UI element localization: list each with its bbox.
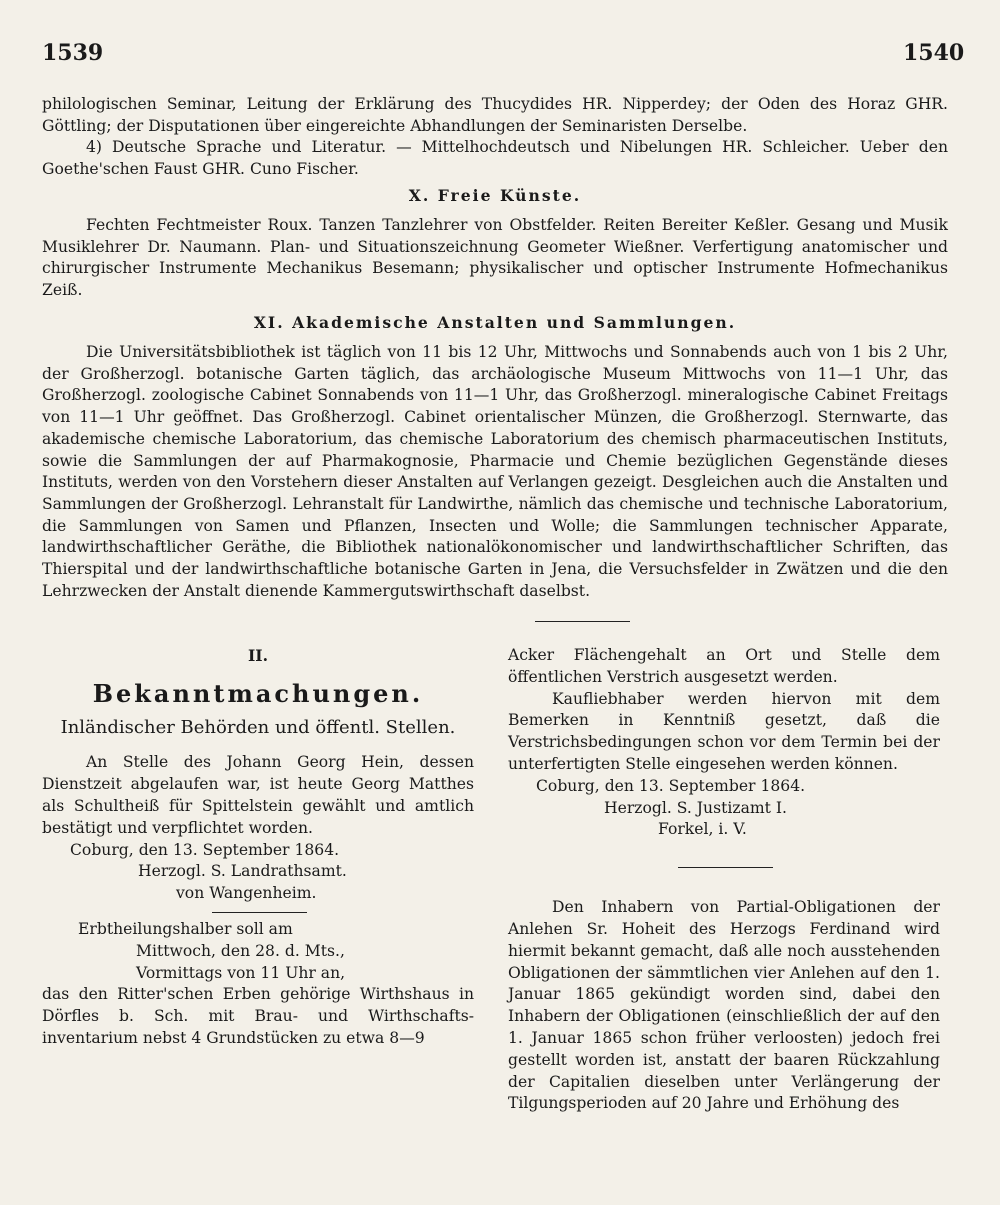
section-x-text: Fechten Fechtmeister Roux. Tanzen Tanzlehrer von Obstfelder. Reiten Bereiter Keßler. Gesang und Musik Musiklehrer Dr. Naumann. Plan- und Situationszeichnung Geometer Wießner. Verfertigung anatomischer und chirurgischer Instrumente Mechanikus Besemann; physikalischer und optischer Instrumente Hofmechanikus Zeiß. bbox=[42, 216, 948, 300]
section-numeral: II. bbox=[247, 646, 269, 665]
notice2-office: Herzogl. S. Justizamt I. bbox=[604, 798, 787, 817]
announcements-title: Bekanntmachungen. bbox=[92, 678, 424, 708]
notice2-date-coburg: Coburg, den 13. September 1864. bbox=[536, 776, 806, 795]
notice1-signer: von Wangenheim. bbox=[176, 884, 317, 903]
top-section bbox=[42, 94, 948, 181]
divider-rule-right bbox=[678, 867, 773, 868]
notice2-time: Vormittags von 11 Uhr an, bbox=[136, 963, 346, 982]
right-column bbox=[508, 645, 940, 1115]
page-number-right: 1540 bbox=[903, 40, 965, 66]
section-xi-text: Die Universitätsbibliothek ist täglich von 11 bis 12 Uhr, Mittwochs und Sonnabends auch von 1 bis 2 Uhr, der Großherzogl. botanische Garten täglich, das archäologische Museum Mittwochs von 11—1 Uhr, das Großherzogl. zoologische Cabinet Sonnabends von 11—1 Uhr, das Großherzogl. mineralogische Cabinet Freitags von 11—1 Uhr geöffnet. Das Großherzogl. Cabinet orientalischer Münzen, die Großherzogl. Sternwarte, das akademische chemische Laboratorium, das chemische Laboratorium des chemisch pharmaceutischen Instituts, sowie die Sammlungen der auf Pharmakognosie, Pharmacie und Chemie bezüglichen Gegenstände dieses Instituts, werden von den Vorstehern dieser Anstalten auf Verlangen gezeigt. Desgleichen auch die Anstalten und Sammlungen der Großherzogl. Lehranstalt für Landwirthe, nämlich das chemische und technische Laboratorium, die Sammlungen von Samen und Pflanzen, Insecten und Wolle; die Sammlungen technischer Apparate, landwirthschaftlicher Geräthe, die Bibliothek nationalökonomischer und landwirthschaftlicher Schriften, das Thierspital und der landwirthschaftliche botanische Garten in Jena, die Versuchsfelder in Zwätzen und die den Lehrzwecken der Anstalt dienende Kammergutswirthschaft daselbst. bbox=[42, 343, 948, 600]
notice2-date: Mittwoch, den 28. d. Mts., bbox=[136, 941, 345, 960]
notice-schultheiss: An Stelle des Johann Georg Hein, dessen Dienstzeit abgelaufen war, ist heute Georg Matthes als Schultheiß für Spittelstein gewählt und amtlich bestätigt und verpflichtet worden. bbox=[42, 753, 474, 837]
announcements-subtitle: Inländischer Behörden und öffentl. Stellen. bbox=[60, 716, 456, 738]
divider-rule-center bbox=[535, 621, 630, 622]
notice1-date: Coburg, den 13. September 1864. bbox=[70, 840, 340, 859]
left-column bbox=[42, 645, 474, 1050]
notice2-line1: Erbtheilungshalber soll am bbox=[78, 919, 293, 938]
notice2-continuation: Acker Flächengehalt an Ort und Stelle dem öffentlichen Verstrich ausgesetzt werden. bbox=[508, 646, 940, 686]
notice2-buyers: Kaufliebhaber werden hiervon mit dem Bemerken in Kenntniß gesetzt, daß die Verstrichsbedingungen schon vor dem Termin bei der unterfertigten Stelle eingesehen werden können. bbox=[508, 689, 940, 773]
german-literature-paragraph: 4) Deutsche Sprache und Literatur. — Mittelhochdeutsch und Nibelungen HR. Schleicher. Ueber den Goethe'schen Faust GHR. Cuno Fischer. bbox=[42, 138, 948, 179]
notice2-signer: Forkel, i. V. bbox=[658, 820, 747, 839]
section-x-heading: X. Freie Künste. bbox=[408, 186, 582, 205]
divider-rule-left bbox=[212, 912, 307, 913]
section-xi-heading: XI. Akademische Anstalten und Sammlungen. bbox=[253, 313, 737, 332]
notice1-office: Herzogl. S. Landrathsamt. bbox=[138, 862, 347, 881]
page-number-left: 1539 bbox=[42, 40, 104, 66]
notice2-text: das den Ritter'schen Erben gehörige Wirthshaus in Dörfles b. Sch. mit Brau- und Wirthschafts-inventarium nebst 4 Grundstücken zu etwa 8—9 bbox=[42, 985, 474, 1047]
seminar-paragraph: philologischen Seminar, Leitung der Erklärung des Thucydides HR. Nipperdey; der Oden des Horaz GHR. Göttling; der Disputationen über eingereichte Abhandlungen der Seminaristen Derselbe. bbox=[42, 95, 948, 135]
notice-obligations: Den Inhabern von Partial-Obligationen der Anlehen Sr. Hoheit des Herzogs Ferdinand wird hiermit bekannt gemacht, daß alle noch ausstehenden Obligationen der sämmtlichen vier Anlehen auf den 1. Januar 1865 gekündigt worden sind, dabei den Inhabern der Obligationen (einschließlich der auf den 1. Januar 1865 schon früher verloosten) jedoch frei gestellt worden ist, anstatt der baaren Rückzahlung der Capitalien dieselben unter Verlängerung der Tilgungsperioden auf 20 Jahre und Erhöhung des bbox=[508, 898, 940, 1113]
